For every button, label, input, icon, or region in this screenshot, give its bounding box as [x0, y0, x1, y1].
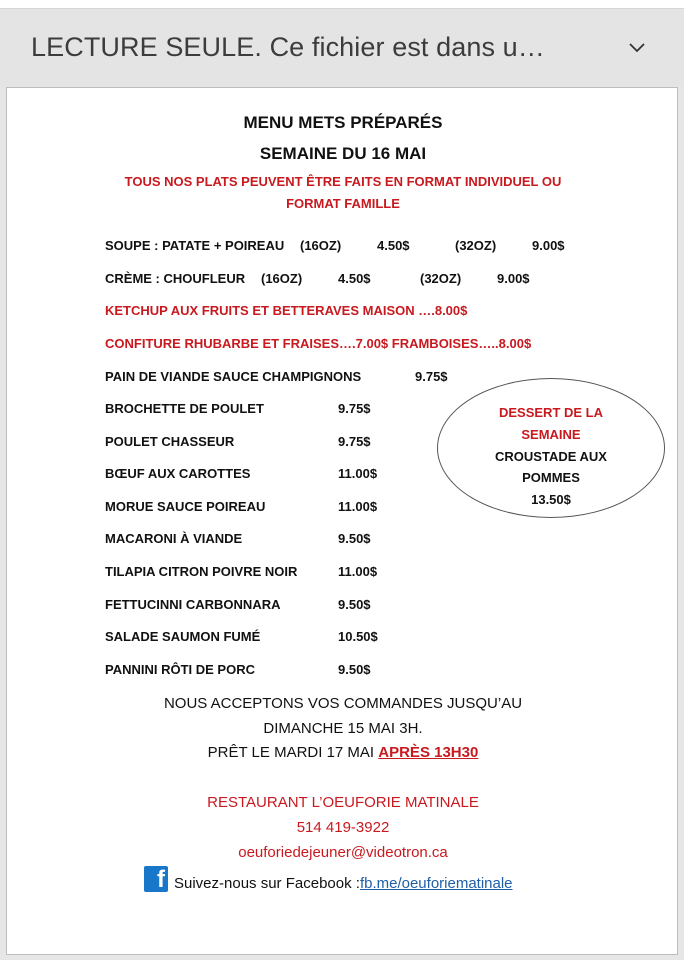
item-price: 9.50$: [338, 531, 371, 546]
soup-size-small: (16OZ): [261, 271, 303, 286]
soup-size-large: (32OZ): [420, 271, 462, 286]
menu-title: MENU METS PRÉPARÉS: [243, 113, 443, 132]
soup-name: SOUPE : PATATE + POIREAU: [105, 238, 285, 253]
item-price: 10.50$: [338, 629, 378, 644]
item-price: 9.50$: [338, 662, 371, 677]
ready-date: PRÊT LE MARDI 17 MAI: [207, 744, 379, 761]
banner-title: LECTURE SEULE. Ce fichier est dans u…: [31, 32, 545, 62]
item-name: BROCHETTE DE POULET: [105, 401, 264, 416]
dessert-label-line2: SEMAINE: [521, 427, 581, 442]
item-name: PANNINI RÔTI DE PORC: [105, 662, 255, 677]
ready-time-emphasis: APRÈS 13H30: [378, 744, 479, 761]
document-page[interactable]: [6, 87, 678, 955]
ketchup-special: KETCHUP AUX FRUITS ET BETTERAVES MAISON ….8.00$: [105, 303, 468, 318]
item-name: MORUE SAUCE POIREAU: [105, 499, 266, 514]
dessert-price: 13.50$: [531, 492, 571, 507]
soup-price-small: 4.50$: [338, 271, 371, 286]
soup-price-large: 9.00$: [497, 271, 530, 286]
dessert-name-line1: CROUSTADE AUX: [495, 449, 607, 464]
restaurant-email[interactable]: oeuforiedejeuner@videotron.ca: [238, 844, 448, 861]
item-price: 11.00$: [338, 564, 378, 579]
restaurant-phone: 514 419-3922: [296, 819, 390, 836]
item-price: 11.00$: [338, 466, 378, 481]
menu-week: SEMAINE DU 16 MAI: [259, 144, 427, 163]
item-name: SALADE SAUMON FUMÉ: [105, 629, 261, 644]
jam-special: CONFITURE RHUBARBE ET FRAISES….7.00$ FRAMBOISES…..8.00$: [105, 336, 532, 351]
dessert-name-line2: POMMES: [522, 470, 580, 485]
dessert-oval: [437, 378, 665, 518]
item-name: TILAPIA CITRON POIVRE NOIR: [105, 564, 298, 579]
read-only-banner[interactable]: [0, 8, 684, 86]
item-name: POULET CHASSEUR: [105, 434, 235, 449]
facebook-row: [144, 866, 513, 892]
orders-line3: [7, 744, 679, 761]
chevron-down-icon[interactable]: [626, 37, 648, 59]
item-price: 9.75$: [338, 401, 371, 416]
facebook-icon: f: [144, 866, 168, 892]
item-name: BŒUF AUX CAROTTES: [105, 466, 251, 481]
item-price: 11.00$: [338, 499, 378, 514]
dessert-label-line1: DESSERT DE LA: [498, 405, 603, 420]
item-name: PAIN DE VIANDE SAUCE CHAMPIGNONS: [105, 369, 362, 384]
menu-document: [7, 88, 677, 954]
facebook-link[interactable]: fb.me/oeuforiematinale: [359, 875, 513, 892]
format-notice-line2: FORMAT FAMILLE: [286, 196, 400, 211]
item-name: MACARONI À VIANDE: [105, 531, 243, 546]
item-price: 9.50$: [338, 597, 371, 612]
format-notice-line1: TOUS NOS PLATS PEUVENT ÊTRE FAITS EN FORMAT INDIVIDUEL OU: [124, 174, 562, 189]
restaurant-name: RESTAURANT L’OEUFORIE MATINALE: [207, 794, 479, 811]
orders-line1: NOUS ACCEPTONS VOS COMMANDES JUSQU’AU: [163, 695, 523, 712]
soup-price-large: 9.00$: [532, 238, 565, 253]
item-price: 9.75$: [415, 369, 448, 384]
orders-line2: DIMANCHE 15 MAI 3H.: [263, 720, 423, 737]
soup-price-small: 4.50$: [377, 238, 410, 253]
soup-size-small: (16OZ): [300, 238, 342, 253]
status-strip: [0, 0, 684, 8]
item-price: 9.75$: [338, 434, 371, 449]
soup-size-large: (32OZ): [455, 238, 497, 253]
soup-name: CRÈME : CHOUFLEUR: [105, 271, 246, 286]
facebook-label: Suivez-nous sur Facebook :: [174, 875, 360, 892]
item-name: FETTUCINNI CARBONNARA: [105, 597, 281, 612]
